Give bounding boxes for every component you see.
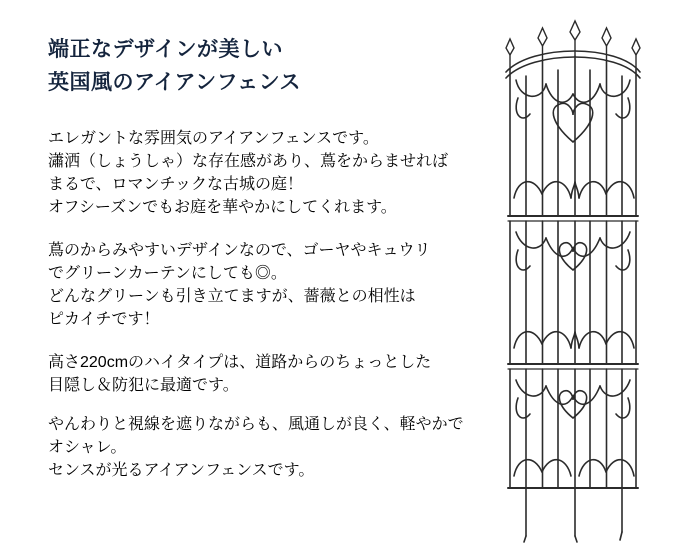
paragraph-line: エレガントな雰囲気のアイアンフェンスです。 (48, 130, 379, 148)
paragraph-line: やんわりと視線を遮りながらも、風通しが良く、軽やかで (48, 416, 464, 434)
arch-row-middle (514, 332, 634, 348)
paragraph-line: センスが光るアイアンフェンスです。 (48, 462, 315, 480)
bottom-scroll-section (516, 380, 630, 418)
paragraph-line: オシャレ。 (48, 439, 127, 457)
iron-fence-drawing (482, 18, 662, 546)
page-title-line-2: 英国風のアイアンフェンス (48, 70, 301, 94)
arch-row-top (514, 182, 634, 198)
ground-stakes (524, 488, 622, 542)
top-arch-rail-inner (506, 57, 640, 78)
paragraph-line: オフシーズンでもお庭を華やかにしてくれます。 (48, 199, 397, 217)
paragraph-line: 目隠し＆防犯に最適です。 (48, 377, 239, 395)
paragraph-line: ピカイチです！ (48, 311, 160, 329)
paragraph-line: どんなグリーンも引き立てますが、薔薇との相性は (48, 288, 416, 306)
middle-scroll-section (516, 232, 630, 270)
top-arch-rail (506, 51, 640, 72)
fence-finials (506, 21, 640, 69)
iron-fence-illustration (482, 18, 662, 546)
vertical-bars-bottom (510, 369, 636, 487)
paragraph-line: 高さ220cmのハイタイプは、道路からのちょっとした (48, 354, 432, 372)
heart-motif (553, 103, 592, 142)
arch-row-bottom (514, 460, 634, 476)
paragraph-line: でグリーンカーテンにしても◎。 (48, 265, 287, 283)
page-title-line-1: 端正なデザインが美しい (48, 38, 284, 61)
page-title (48, 34, 498, 99)
top-scroll-section (516, 80, 630, 142)
paragraph-line: まるで、ロマンチックな古城の庭！ (48, 176, 304, 194)
text-column (48, 34, 498, 496)
paragraph-line: 蔦のからみやすいデザインなので、ゴーヤやキュウリ (48, 242, 431, 260)
paragraph-line: 瀟洒（しょうしゃ）な存在感があり、蔦をからませれば (48, 153, 449, 171)
vertical-bars-middle (510, 221, 636, 363)
